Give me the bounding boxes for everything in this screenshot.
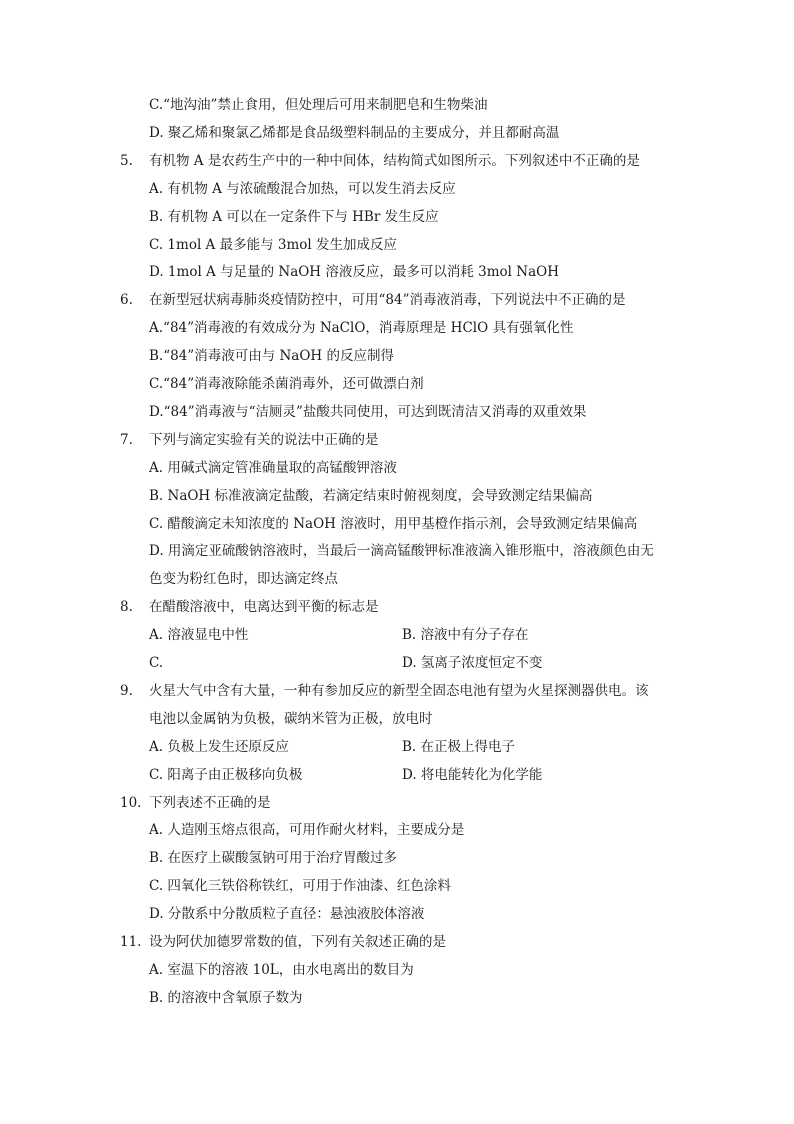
option-text: C. 1mol A 最多能与 3mol 发生加成反应 (149, 236, 398, 253)
option-right: B. 溶液中有分子存在 (402, 627, 529, 644)
option-text: A.“84”消毒液的有效成分为 NaClO，消毒原理是 HClO 具有强氧化性 (149, 320, 574, 337)
option-text: D. 聚乙烯和聚氯乙烯都是食品级塑料制品的主要成分，并且都耐高温 (149, 124, 560, 141)
question-line (0, 597, 794, 617)
question-text: 下列表述不正确的是 (149, 794, 271, 811)
option-line (0, 904, 794, 924)
option-line (0, 95, 794, 115)
option-text: 电池以金属钠为负极，碳纳米管为正极，放电时 (149, 710, 433, 727)
option-text: B.“84”消毒液可由与 NaOH 的反应制得 (149, 348, 394, 365)
question-number: 7. (120, 431, 133, 448)
option-text: B. NaOH 标准液滴定盐酸，若滴定结束时俯视刻度，会导致测定结果偏高 (149, 487, 593, 504)
option-text: A. 人造刚玉熔点很高，可用作耐火材料，主要成分是 (149, 822, 465, 839)
question-number: 6. (120, 292, 133, 309)
question-number: 11. (120, 934, 142, 950)
option-text: B. 的溶液中含氧原子数为 (149, 989, 303, 1006)
question-text: 设为阿伏加德罗常数的值，下列有关叙述正确的是 (149, 934, 446, 950)
option-right: D. 氢离子浓度恒定不变 (402, 655, 543, 671)
option-pair (0, 765, 794, 785)
question-line (0, 793, 794, 813)
option-line (0, 374, 794, 394)
option-text: C. 醋酸滴定未知浓度的 NaOH 溶液时，用甲基橙作指示剂，会导致测定结果偏高 (149, 515, 638, 532)
option-text: C. 四氧化三铁俗称铁红，可用于作油漆、红色涂料 (149, 878, 451, 895)
question-line (0, 290, 794, 310)
option-left: A. 负极上发生还原反应 (149, 738, 289, 755)
option-text: C.“84”消毒液除能杀菌消毒外，还可做漂白剂 (149, 376, 424, 392)
question-line (0, 681, 794, 701)
option-line (0, 346, 794, 366)
question-number: 5. (120, 152, 133, 169)
question-line (0, 151, 794, 171)
option-text: D. 用滴定亚硫酸钠溶液时，当最后一滴高锰酸钾标准液滴入锥形瓶中，溶液颜色由无 (149, 543, 654, 560)
question-number: 8. (120, 599, 133, 616)
option-text: D. 1mol A 与足量的 NaOH 溶液反应，最多可以消耗 3mol NaOH (149, 264, 559, 281)
question-text: 在醋酸溶液中，电离达到平衡的标志是 (149, 599, 379, 616)
question-text: 有机物 A 是农药生产中的一种中间体，结构简式如图所示。下列叙述中不正确的是 (149, 152, 640, 169)
question-text: 火星大气中含有大量，一种有参加反应的新型全固态电池有望为火星探测器供电。该 (149, 682, 649, 699)
option-line (0, 514, 794, 534)
option-line (0, 123, 794, 143)
option-text: D. 分散系中分散质粒子直径：悬浊液胶体溶液 (149, 906, 425, 923)
option-line (0, 458, 794, 478)
option-line (0, 876, 794, 896)
option-line (0, 569, 794, 589)
option-line (0, 402, 794, 422)
option-line (0, 179, 794, 199)
question-number: 9. (120, 682, 133, 699)
option-right: B. 在正极上得电子 (402, 738, 516, 755)
option-right: D. 将电能转化为化学能 (402, 766, 543, 783)
option-pair (0, 737, 794, 757)
option-text: A. 用碱式滴定管准确量取的高锰酸钾溶液 (149, 459, 397, 476)
option-pair (0, 653, 794, 673)
option-left: C. 阳离子由正极移向负极 (149, 766, 303, 783)
option-text: B. 有机物 A 可以在一定条件下与 HBr 发生反应 (149, 208, 439, 225)
option-text: A. 室温下的溶液 10L，由水电离出的数目为 (149, 961, 414, 978)
option-line (0, 235, 794, 255)
option-line (0, 262, 794, 282)
option-line (0, 988, 794, 1008)
option-line (0, 848, 794, 868)
option-left: A. 溶液显电中性 (149, 627, 249, 644)
option-line (0, 960, 794, 980)
option-line (0, 486, 794, 506)
option-line (0, 709, 794, 729)
question-text: 在新型冠状病毒肺炎疫情防控中，可用“84”消毒液消毒，下列说法中不正确的是 (149, 292, 626, 309)
option-line (0, 820, 794, 840)
option-line (0, 541, 794, 561)
option-left: C. (149, 655, 164, 671)
option-text: B. 在医疗上碳酸氢钠可用于治疗胃酸过多 (149, 850, 398, 867)
option-text: 色变为粉红色时，即达滴定终点 (149, 571, 338, 588)
option-text: C.“地沟油”禁止食用，但处理后可用来制肥皂和生物柴油 (149, 97, 488, 113)
option-text: D.“84”消毒液与“洁厕灵”盐酸共同使用，可达到既清洁又消毒的双重效果 (149, 403, 587, 420)
option-line (0, 318, 794, 338)
option-pair (0, 625, 794, 645)
question-line (0, 430, 794, 450)
option-text: A. 有机物 A 与浓硫酸混合加热，可以发生消去反应 (149, 180, 456, 197)
question-number: 10. (120, 794, 142, 811)
question-line (0, 932, 794, 952)
question-text: 下列与滴定实验有关的说法中正确的是 (149, 431, 379, 448)
option-line (0, 207, 794, 227)
